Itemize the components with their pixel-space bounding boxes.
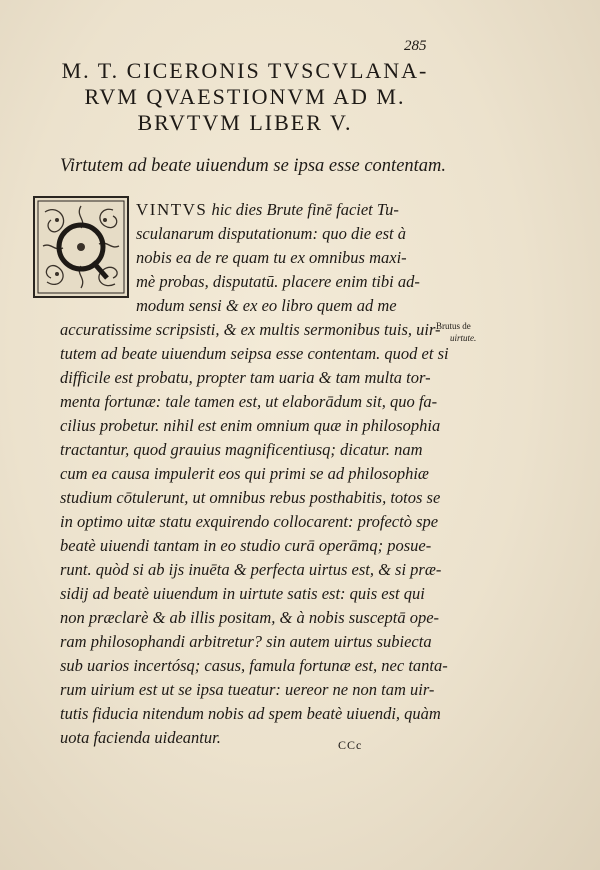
text-line: studium cōtulerunt, ut omnibus rebus posthabitis, totos se [60,488,441,507]
first-word: VINTVS [136,200,208,219]
text-line: nobis ea de re quam tu ex omnibus maxi- [136,248,407,267]
text-line: beatè uiuendi tantam in eo studio curā operāmq; posue- [60,536,432,555]
margin-note-line: Brutus de [436,321,471,331]
text-line: cum ea causa impulerit eos qui primi se ad philosophiæ [60,464,429,483]
text-line: sculanarum disputationum: quo die est à [136,224,406,243]
text-line: tutis fiducia nitendum nobis ad spem beatè uiuendi, quàm [60,704,441,723]
title-line: M. T. CICERONIS TVSCVLANA- [61,58,429,83]
text-line: mè probas, disputatū. placere enim tibi ad- [136,272,420,291]
text-line: VINTVS hic dies Brute finē faciet Tu- [136,200,399,219]
text-line: uota facienda uideantur. [60,728,221,747]
title-line: RVM QVAESTIONVM AD M. [84,84,406,109]
text-line: cilius probetur. nihil est enim omnium quæ in philosophia [60,416,441,435]
text-line: accuratissime scripsisti, & ex multis sermonibus tuis, uir- [60,320,441,339]
text-line: rum uirium est ut se ipsa tueatur: uereor ne non tam uir- [60,680,435,699]
title-line: BRVTVM LIBER V. [137,110,353,135]
page-number: 285 [404,38,427,54]
text-line: menta fortunæ: tale tamen est, ut elaborādum sit, quo fa- [60,392,438,411]
text-line: sub uarios incertósq; casus, famula fortunæ est, nec tanta- [60,656,448,675]
text-line: difficile est probatu, propter tam uaria & tam multa tor- [60,368,431,387]
text-line: in optimo uitæ statu exquirendo collocarent: profectò spe [60,512,439,531]
text-line: tutem ad beate uiuendum seipsa esse contentam. quod et si [60,344,449,363]
decorated-initial [33,196,129,298]
text-line: tractantur, quod grauius magnificentiusq; dicatur. nam [60,440,423,459]
text-line: sidij ad beatè uiuendum in uirtute satis est: quis est qui [60,584,425,603]
text-line: runt. quòd si ab ijs inuēta & perfecta uirtus est, & si præ- [60,560,442,579]
margin-note [436,320,476,344]
book-title [0,58,490,136]
margin-note-line: uirtute. [450,333,477,343]
text-line: modum sensi & ex eo libro quem ad me [136,296,397,315]
text-line: non præclarè & ab illis positam, & à nobis susceptā ope- [60,608,440,627]
text-line: ram philosophandi arbitretur? sin autem uirtus subiecta [60,632,432,651]
ornament-icon [35,198,127,296]
catchword: CCc [338,738,363,752]
chapter-subtitle: Virtutem ad beate uiuendum se ipsa esse contentam. [60,156,447,176]
